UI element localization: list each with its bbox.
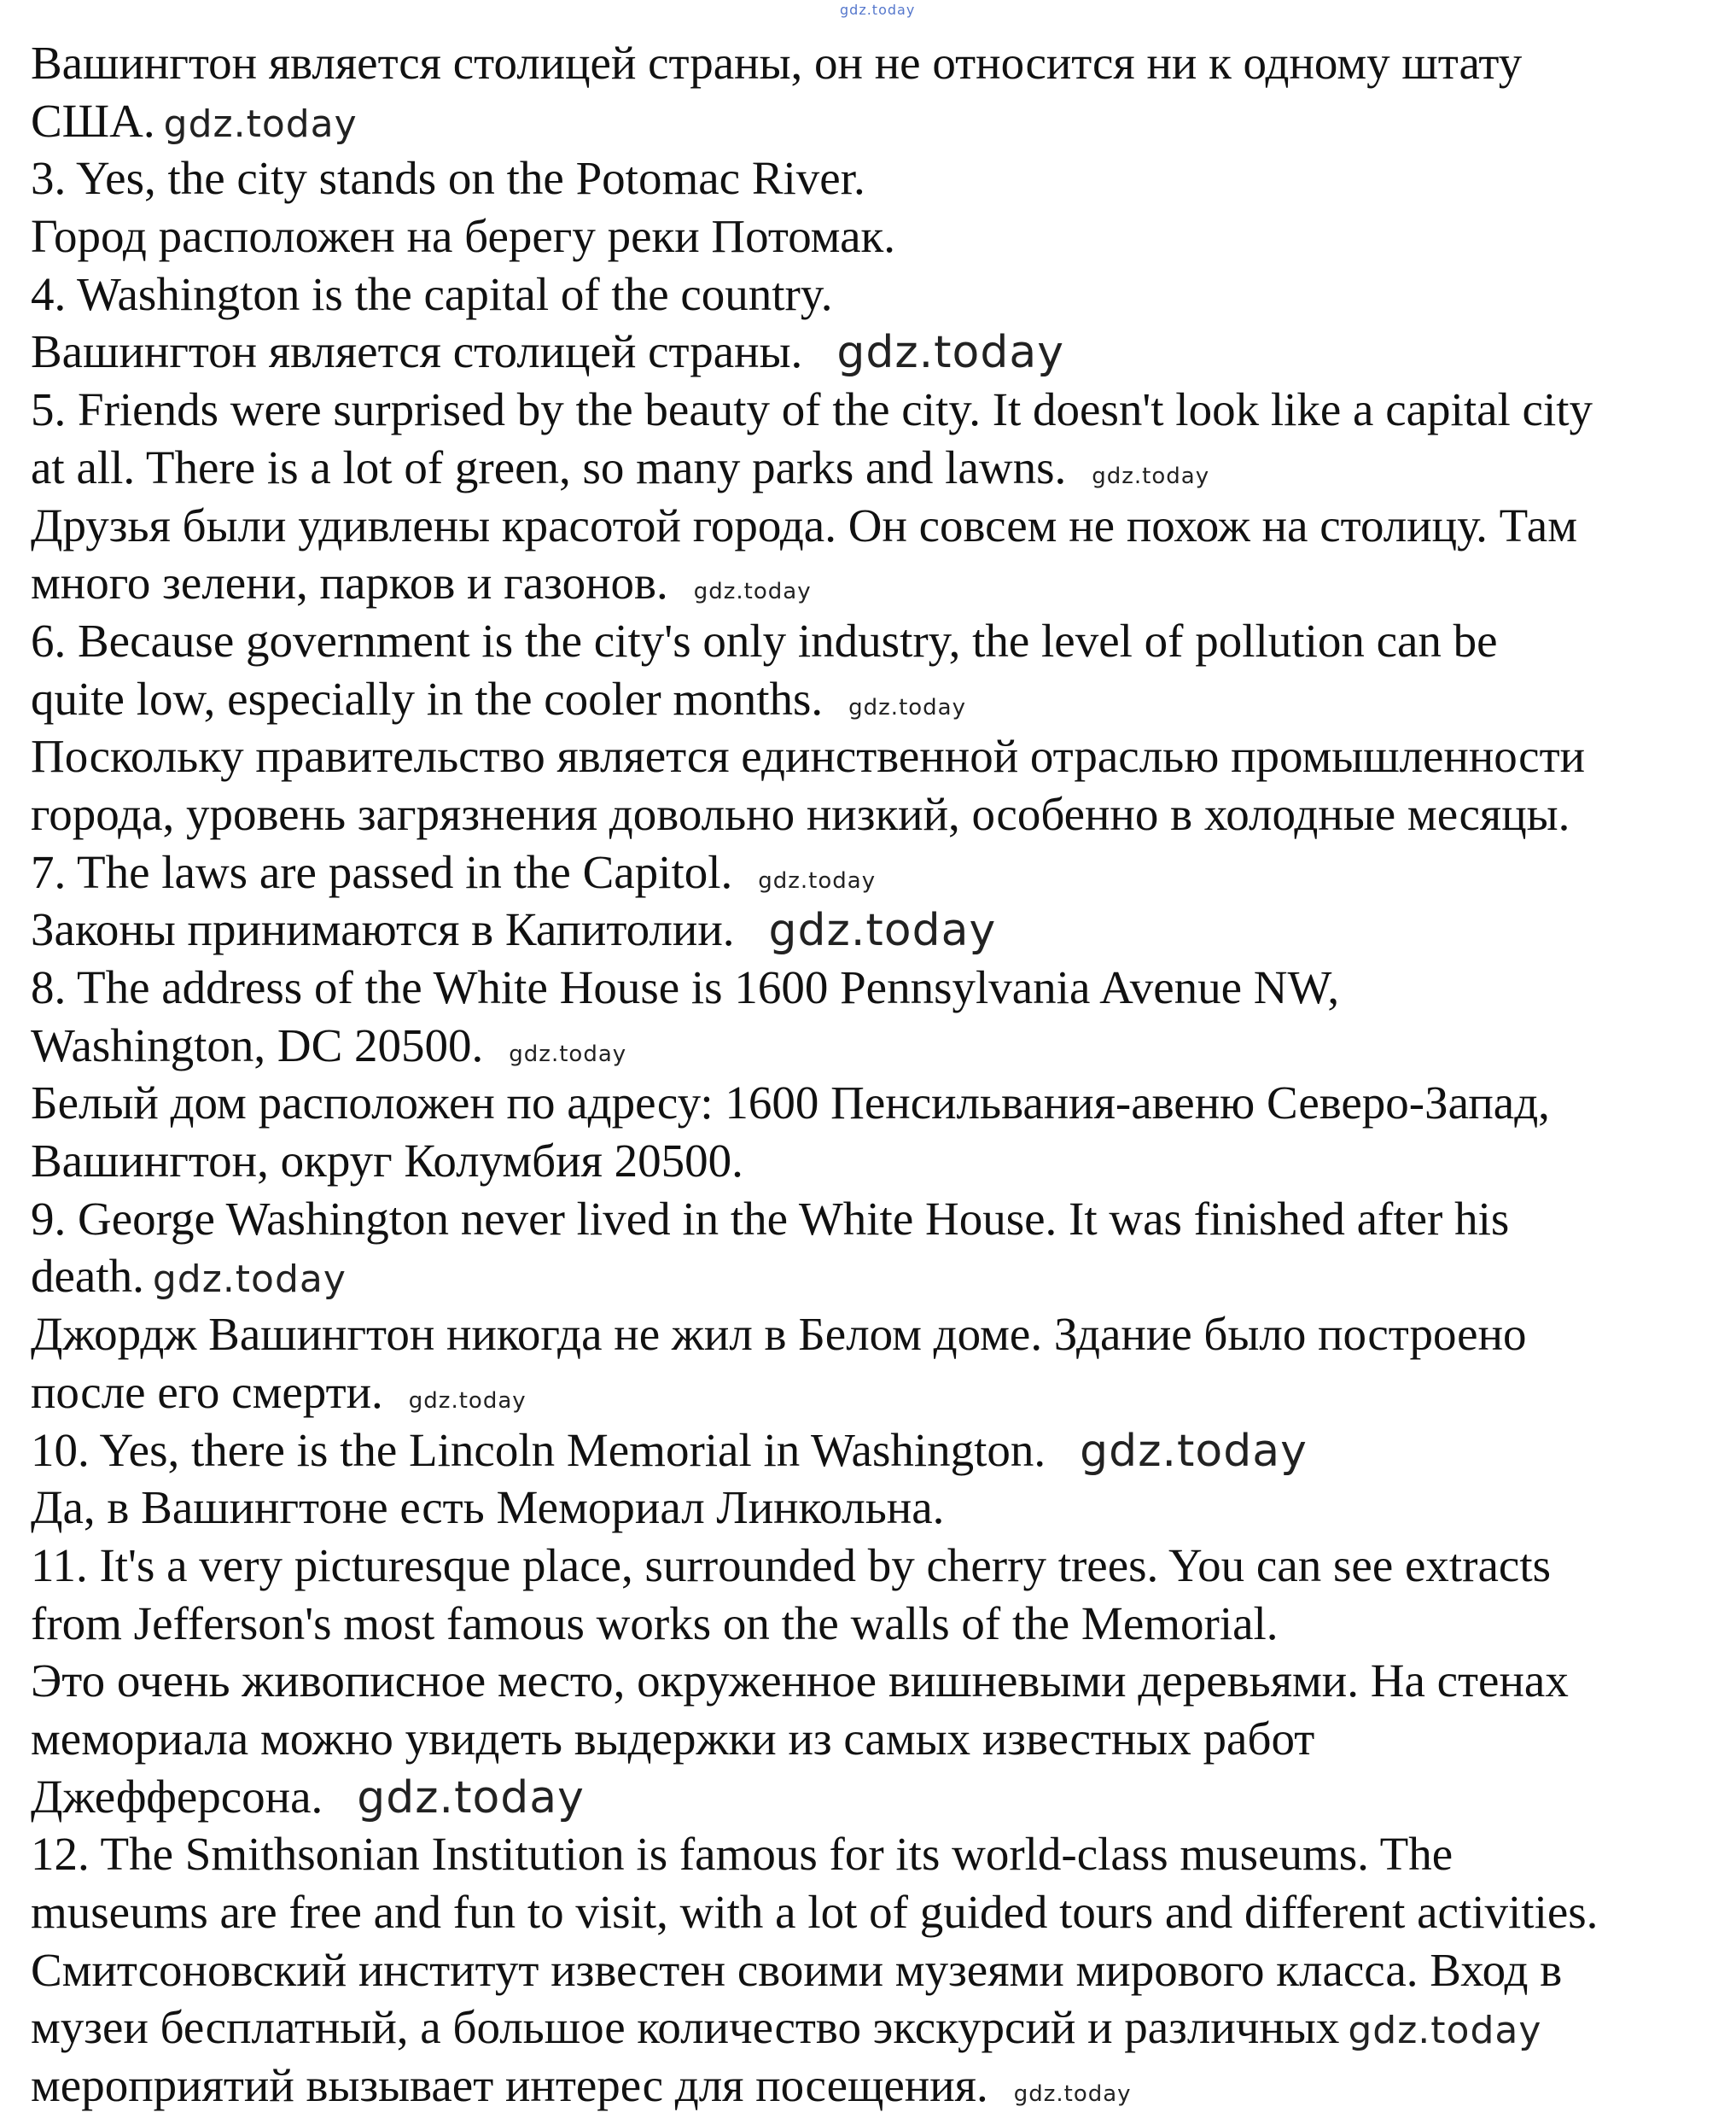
text-line-content: 9. George Washington never lived in the White House. It was finished after his (31, 1192, 1510, 1245)
text-line (31, 1537, 1719, 1595)
text-line-content: мероприятий вызывает интерес для посещения. (31, 2059, 988, 2112)
text-line-content: Смитсоновский институт известен своими музеями мирового класса. Вход в (31, 1943, 1563, 1996)
text-line-content: 7. The laws are passed in the Capitol. (31, 845, 733, 898)
text-line (31, 670, 1719, 728)
document-body (31, 34, 1719, 2115)
text-line (31, 1825, 1719, 1883)
text-line (31, 1768, 1719, 1826)
text-line (31, 1999, 1719, 2057)
text-line-content: Белый дом расположен по адресу: 1600 Пенсильвания-авеню Северо-Запад, (31, 1077, 1550, 1129)
text-line-content: города, уровень загрязнения довольно низкий, особенно в холодные месяцы. (31, 787, 1570, 840)
watermark: gdz.today (693, 579, 812, 605)
text-line-content: 11. It's a very picturesque place, surrounded by cherry trees. You can see extracts (31, 1538, 1552, 1591)
text-line (31, 1883, 1719, 1941)
text-line-content: Поскольку правительство является единственной отраслью промышленности (31, 730, 1586, 783)
text-line (31, 1652, 1719, 1710)
text-line-content: Джефферсона. (31, 1770, 323, 1823)
text-line-content: Вашингтон является столицей страны, он не относится ни к одному штату (31, 37, 1523, 89)
text-line-content: 10. Yes, there is the Lincoln Memorial in Washington. (31, 1423, 1046, 1476)
watermark: gdz.today (758, 867, 877, 894)
watermark: gdz.today (848, 694, 967, 721)
text-line-content: Вашингтон, округ Колумбия 20500. (31, 1135, 743, 1187)
watermark: gdz.today (1013, 2081, 1132, 2108)
text-line (31, 323, 1719, 381)
text-line-content: Вашингтон является столицей страны. (31, 325, 803, 378)
watermark: gdz.today (840, 2, 916, 18)
text-line (31, 1421, 1719, 1479)
text-line (31, 1595, 1719, 1653)
text-line-content: Друзья были удивлены красотой города. Он совсем не похож на столицу. Там (31, 499, 1578, 551)
watermark: gdz.today (163, 102, 358, 146)
text-line (31, 439, 1719, 497)
text-line (31, 554, 1719, 612)
text-line (31, 1247, 1719, 1305)
text-line (31, 1074, 1719, 1132)
text-line (31, 34, 1719, 92)
text-line (31, 1941, 1719, 1999)
text-line-content: 8. The address of the White House is 1600 Pennsylvania Avenue NW, (31, 961, 1340, 1013)
text-line-content: from Jefferson's most famous works on the walls of the Memorial. (31, 1596, 1279, 1649)
text-line (31, 1132, 1719, 1190)
text-line-content: Джордж Вашингтон никогда не жил в Белом доме. Здание было построено (31, 1308, 1527, 1361)
text-line (31, 381, 1719, 439)
watermark: gdz.today (1080, 1425, 1308, 1477)
text-line-content: США. (31, 94, 155, 147)
watermark: gdz.today (1348, 2009, 1542, 2053)
text-line (31, 149, 1719, 207)
text-line-content: 5. Friends were surprised by the beauty of the city. It doesn't look like a capital city (31, 383, 1593, 436)
text-line (31, 2057, 1719, 2115)
text-line-content: музеи бесплатный, а большое количество экскурсий и различных (31, 2001, 1340, 2054)
text-line (31, 843, 1719, 902)
text-line (31, 497, 1719, 555)
text-line (31, 1710, 1719, 1768)
text-line (31, 1305, 1719, 1363)
watermark: gdz.today (836, 327, 1065, 379)
text-line (31, 92, 1719, 150)
text-line (31, 1190, 1719, 1248)
text-line (31, 785, 1719, 843)
text-line (31, 1479, 1719, 1537)
watermark: gdz.today (408, 1387, 527, 1414)
text-line-content: много зелени, парков и газонов. (31, 557, 668, 610)
text-line (31, 901, 1719, 959)
text-line (31, 727, 1719, 785)
text-line (31, 207, 1719, 266)
text-line (31, 1017, 1719, 1075)
text-line-content: death. (31, 1250, 144, 1303)
watermark: gdz.today (152, 1257, 347, 1302)
text-line-content: после его смерти. (31, 1365, 383, 1418)
text-line-content: at all. There is a lot of green, so many parks and lawns. (31, 441, 1067, 493)
watermark: gdz.today (768, 905, 997, 957)
text-line-content: museums are free and fun to visit, with a lot of guided tours and different activities. (31, 1886, 1599, 1938)
text-line-content: quite low, especially in the cooler months. (31, 672, 824, 725)
text-line (31, 266, 1719, 324)
watermark: gdz.today (509, 1041, 627, 1067)
watermark: gdz.today (1092, 463, 1210, 489)
text-line-content: мемориала можно увидеть выдержки из самых известных работ (31, 1712, 1315, 1765)
text-line-content: Washington, DC 20500. (31, 1018, 484, 1071)
text-line-content: 4. Washington is the capital of the country. (31, 267, 833, 320)
text-line-content: 3. Yes, the city stands on the Potomac River. (31, 152, 865, 205)
text-line-content: Это очень живописное место, окруженное вишневыми деревьями. На стенах (31, 1654, 1569, 1707)
text-line (31, 959, 1719, 1017)
text-line-content: Город расположен на берегу реки Потомак. (31, 210, 895, 263)
text-line-content: 12. The Smithsonian Institution is famous for its world-class museums. The (31, 1828, 1453, 1881)
text-line-content: 6. Because government is the city's only industry, the level of pollution can be (31, 614, 1498, 667)
text-line-content: Да, в Вашингтоне есть Мемориал Линкольна. (31, 1481, 945, 1534)
text-line (31, 612, 1719, 670)
text-line (31, 1363, 1719, 1421)
watermark: gdz.today (357, 1771, 585, 1823)
text-line-content: Законы принимаются в Капитолии. (31, 903, 735, 956)
